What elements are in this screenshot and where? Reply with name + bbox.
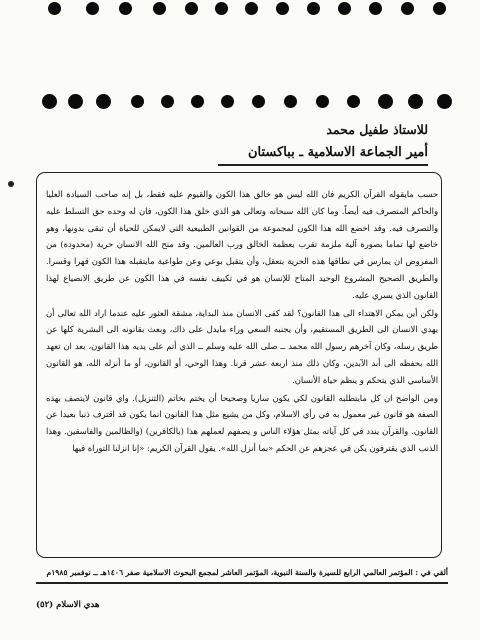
- article-paragraph: حسب مايقوله القرآن الكريم فان الله ليس هو خالق هذا الكون والقيوم عليه فقط، بل إنه صاحب السيادة العليا والحاكم المتصرف فيه أيضاً. وما كان الله سبحانه وتعالى هو الذي خلق هذا الكون، فان له وحده حق التسلط عليه والتصرف فيه. وقد اخضع الله هذا الكون لمجموعة من القوانين الطبيعية التي لايمكن للحياة أن تبقى بدونها، وهو خاضع لها تماما بصورة آلية ملزمة تقرب بعظمة الخالق ورب العالمين. وقد منح الله الانسان حرية (محدودة) من المفروض ان يمارس في نطاقها هذه الحرية بتعقل، وأن يتقبل بوعي وعن طواعية مايتقبله هذا الكون قهرا وقسرا. والطريق الصحيح المشروع الوحيد المتاح للإنسان هو في تكييف نفسه في هذا الكون عن طريق الانصياع لهذا القانون الذي يسري عليه.: [46, 189, 438, 300]
- ornament-dot: [316, 95, 329, 108]
- ornament-dot: [401, 2, 414, 15]
- dot-row-middle: [0, 92, 480, 112]
- article-body: [46, 186, 438, 550]
- footnote: ألقي في : المؤتمر العالمي الرابع للسيرة والسنة النبوية، المؤتمر العاشر لمجمع البحوث الاسلامية صفر ١٤٠٦هـ ــ نوفمبر ١٩٨٥م: [46, 568, 448, 577]
- heading-underline: [218, 164, 428, 166]
- ornament-dot: [307, 2, 320, 15]
- ornament-dot: [185, 2, 198, 15]
- ornament-dot: [42, 94, 57, 109]
- ornament-dot: [437, 94, 452, 109]
- ornament-dot: [221, 95, 234, 108]
- ornament-dot: [119, 2, 132, 15]
- ornament-dot: [161, 95, 174, 108]
- ornament-dot: [369, 2, 382, 15]
- ornament-dot: [245, 2, 258, 15]
- ornament-dot: [68, 94, 83, 109]
- ornament-dot: [96, 94, 111, 109]
- footnote-rule: [36, 582, 448, 584]
- page-footer: هدي الاسلام (٥٢): [36, 600, 100, 610]
- ornament-dot: [215, 2, 228, 15]
- margin-mark: [8, 181, 14, 187]
- ornament-dot: [276, 2, 289, 15]
- ornament-dot: [338, 2, 351, 15]
- ornament-dot: [252, 95, 265, 108]
- ornament-dot: [347, 95, 360, 108]
- dot-row-top: [0, 0, 480, 20]
- ornament-dot: [408, 94, 423, 109]
- article-paragraph: ومن الواضح ان كل مايتطلبه القانون لكي يكون ساريا وصحيحا أن يختم بخاتم (التنزيل). واي قانون لايتصف بهذه الصفة هو قانون غير معمول به في رأي الاسلام، وكل من يشيع مثل هذا القانون انما يكون قد اقترف ذنبا بعيدا عن القانون. والقرآن يندد في كل آياته بمثل هؤلاء الناس و يصفهم لعملهم هذا (بالكافرين) (والظالمين والفاسقين. وهذا الذنب الذي يقترفون يكن في عجزهم عن الحكم «بما أنزل الله». يقول القرآن الكريم: «إنا انزلنا التوراة فيها: [46, 392, 438, 453]
- ornament-dot: [378, 94, 393, 109]
- article-paragraph: ولكن أين يمكن الاهتداء الى هذا القانون؟ لقد كفى الانسان منذ البداية، مشقة العثور عليه عندما اراد الله تعالى أن يهدي الانسان الى الطريق المستقيم، وأن يجنبه السعي وراء مايدل على ذاك، وبعث بقانونه الى البشرية كلها عن طريق رسله، وكان آخرهم رسول الله محمد ــ صلى الله عليه وسلم ــ الذي أتم على يديه هذا القانون، بعد ان تعهد الله بحفظه الى أبد الآبدين، وكان ذلك منذ اربعة عشر قرنا. وهذا الوحي، أو القانون، أو ما أنزله الله، هو القانون الأساسي الذي يتحكم و ينظم حياة الأنسان.: [46, 307, 438, 385]
- ornament-dot: [433, 2, 446, 15]
- author-name: للاستاذ طفيل محمد: [326, 122, 428, 137]
- ornament-dot: [191, 95, 204, 108]
- ornament-dot: [284, 95, 297, 108]
- ornament-dot: [86, 2, 99, 15]
- ornament-dot: [48, 2, 61, 15]
- author-role: أمير الجماعة الاسلامية ـ بباكستان: [247, 145, 428, 160]
- ornament-dot: [153, 2, 166, 15]
- ornament-dot: [131, 95, 144, 108]
